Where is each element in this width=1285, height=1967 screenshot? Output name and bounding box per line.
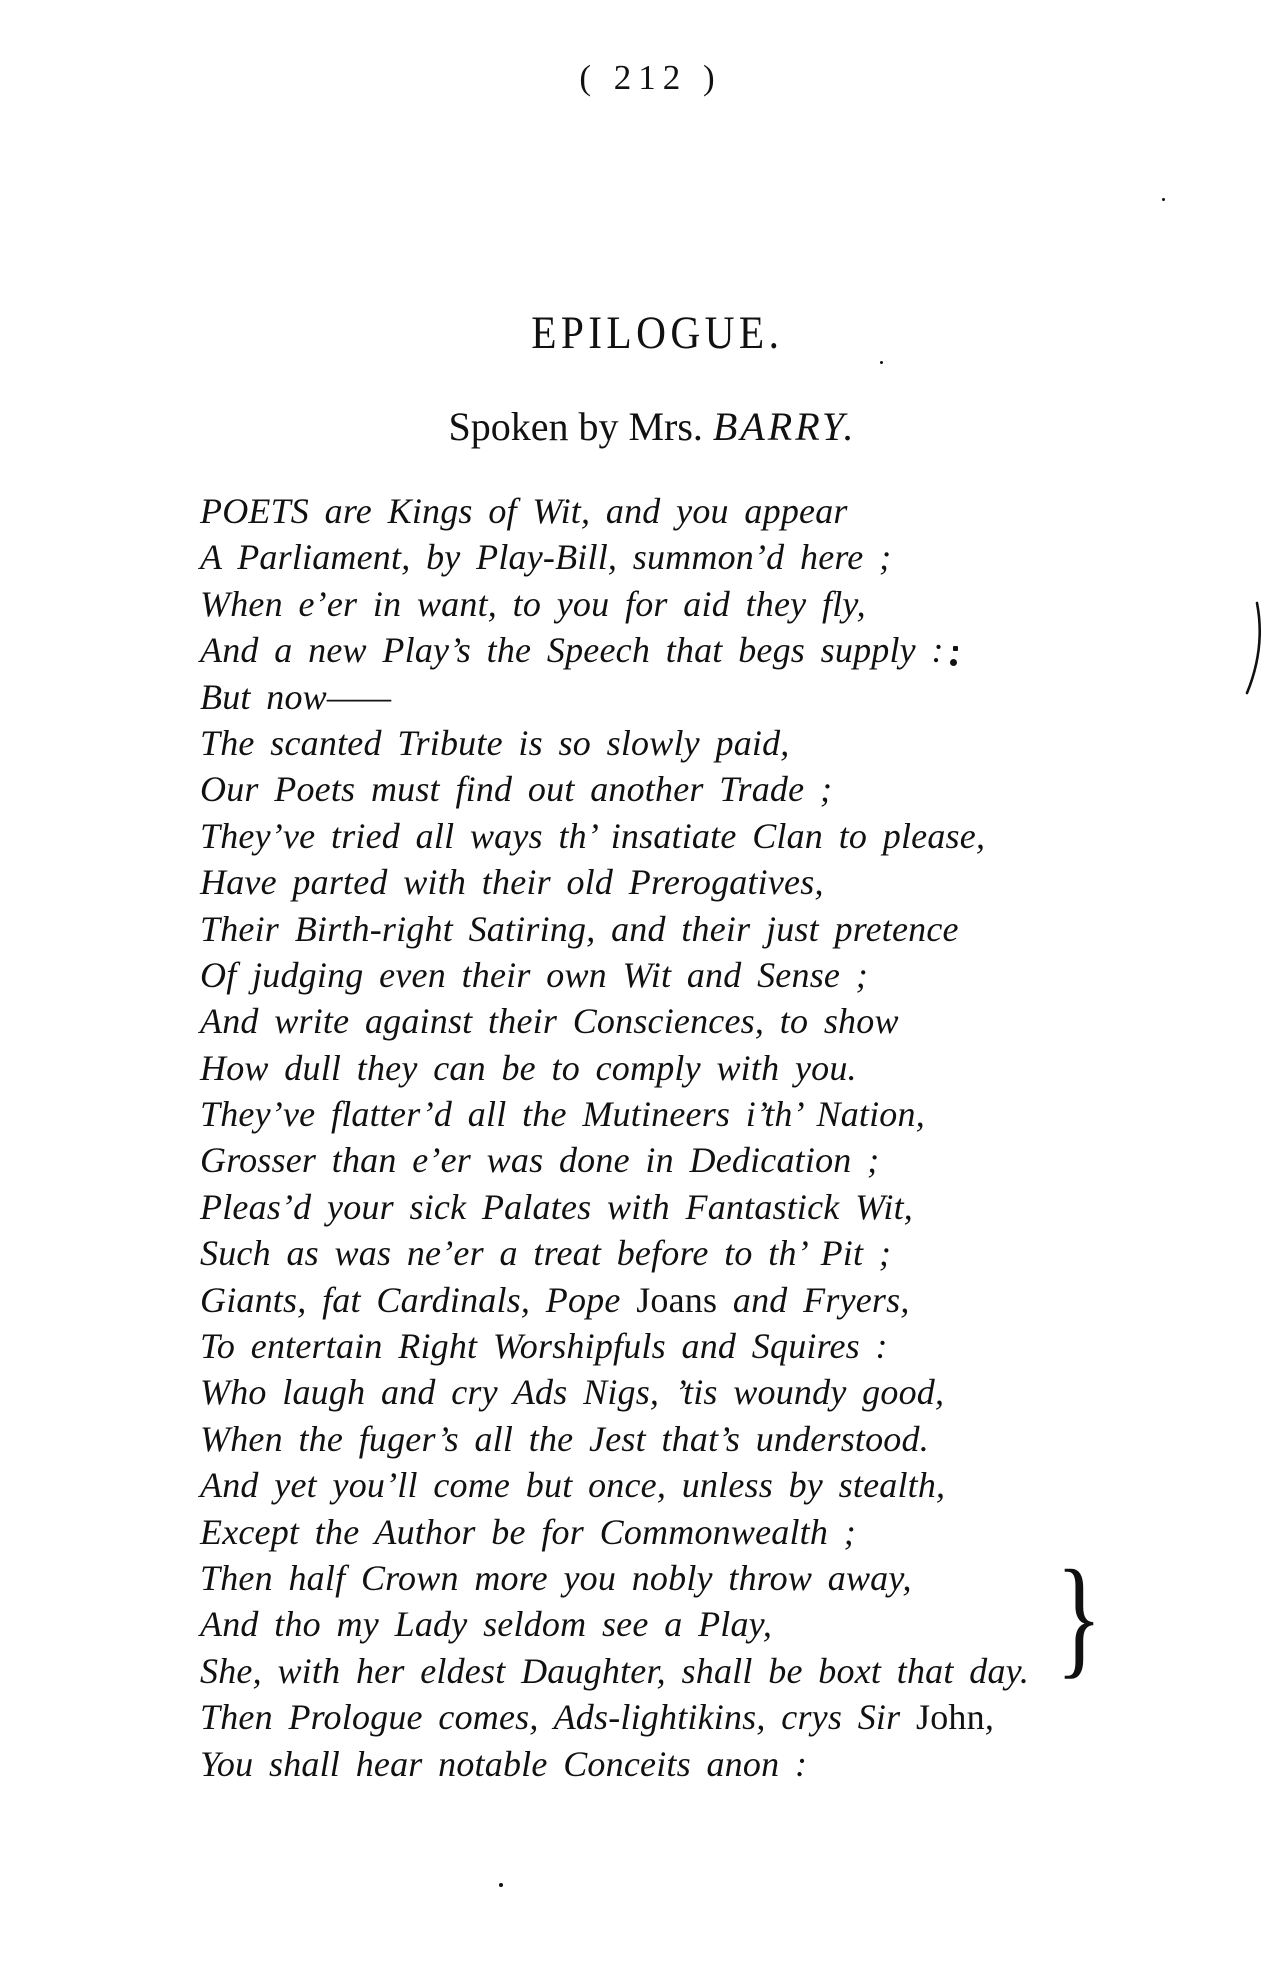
poem-line xyxy=(200,1648,1140,1694)
poem-line-segment: And yet you’ll come but once, unless by stealth, xyxy=(200,1465,946,1506)
poem-line-segment: She, with her eldest Daughter, shall be boxt that day. xyxy=(200,1650,1030,1691)
poem-line-segment: Have parted with their old Prerogatives, xyxy=(200,862,824,903)
poem-line xyxy=(200,1509,1140,1555)
ink-speck xyxy=(499,1883,503,1887)
ink-speck xyxy=(880,361,883,364)
poem-line-segment: Except the Author be for Commonwealth ; xyxy=(200,1511,856,1552)
poem-line xyxy=(200,1555,1140,1601)
poem-line xyxy=(200,581,1140,627)
poem-line-segment: Then half Crown more you nobly throw away, xyxy=(200,1557,912,1598)
poem-line-segment: And tho my Lady seldom see a Play, xyxy=(200,1604,773,1645)
poem-line-segment: They’ve flatter’d all the Mutineers i’th’ Nation, xyxy=(200,1094,925,1135)
page-title: EPILOGUE. xyxy=(531,307,784,359)
poem-line xyxy=(200,488,1140,534)
poem-line-segment: , xyxy=(984,1697,995,1738)
poem-line-segment: and Fryers, xyxy=(717,1279,910,1320)
poem-line xyxy=(200,1137,1140,1183)
poem-line-segment: You shall hear notable Conceits anon : xyxy=(200,1743,808,1784)
poem-line-segment: The scanted Tribute is so slowly paid, xyxy=(200,722,790,763)
poem-line-segment: And write against their Consciences, to show xyxy=(200,1001,899,1042)
ink-speck xyxy=(950,659,957,666)
poem-line xyxy=(200,1045,1140,1091)
poem-line xyxy=(200,998,1140,1044)
poem-line xyxy=(200,1091,1140,1137)
page-number: ( 212 ) xyxy=(579,58,722,97)
poem-line-segment: Who laugh and cry Ads Nigs, ’tis woundy good, xyxy=(200,1372,945,1413)
poem-line xyxy=(200,813,1140,859)
ink-speck xyxy=(953,646,958,651)
poem-line xyxy=(200,720,1140,766)
poem-line xyxy=(200,627,1140,673)
poem-line xyxy=(200,1462,1140,1508)
poem-line xyxy=(200,1184,1140,1230)
poem-line-segment: Our Poets must find out another Trade ; xyxy=(200,769,833,810)
poem xyxy=(200,488,1140,1787)
ink-speck xyxy=(1162,198,1165,201)
poem-line xyxy=(200,1416,1140,1462)
poem-line xyxy=(200,1230,1140,1276)
triplet-brace-mark: } xyxy=(1056,1542,1102,1690)
poem-line xyxy=(200,1369,1140,1415)
page-title-row xyxy=(15,306,1285,360)
poem-line-segment: Of judging even their own Wit and Sense ; xyxy=(200,954,868,995)
poem-line-segment: When e’er in want, to you for aid they fly, xyxy=(200,583,866,624)
poem-line-segment: Then Prologue comes, Ads-lightikins, crys Sir xyxy=(200,1697,917,1738)
subtitle-speaker-name: BARRY. xyxy=(712,404,857,449)
poem-line xyxy=(200,906,1140,952)
poem-line-segment: Grosser than e’er was done in Dedication ; xyxy=(200,1140,880,1181)
poem-line xyxy=(200,1601,1140,1647)
subtitle xyxy=(10,403,1285,450)
poem-line-segment: POETS are Kings of Wit, and you appear xyxy=(200,491,848,531)
poem-line-segment: They’ve tried all ways th’ insatiate Clan to please, xyxy=(200,815,986,856)
poem-line xyxy=(200,766,1140,812)
poem-line xyxy=(200,674,1140,720)
poem-line-segment: When the fuger’s all the Jest that’s understood. xyxy=(200,1418,929,1459)
poem-line xyxy=(200,1694,1140,1740)
poem-line-segment: John xyxy=(916,1697,985,1738)
poem-line xyxy=(200,859,1140,905)
poem-line-segment: A Parliament, by Play-Bill, summon’d here ; xyxy=(200,537,892,578)
poem-line-segment: And a new Play’s the Speech that begs supply : xyxy=(200,630,944,671)
subtitle-roman-text: Spoken by Mrs. xyxy=(448,404,713,449)
poem-line xyxy=(200,1277,1140,1323)
poem-line-segment: Such as was ne’er a treat before to th’ Pit ; xyxy=(200,1233,892,1274)
poem-line-segment: Giants, fat Cardinals, Pope xyxy=(200,1279,637,1320)
poem-line xyxy=(200,534,1140,580)
poem-line-segment: To entertain Right Worshipfuls and Squires : xyxy=(200,1326,888,1367)
poem-line-segment: Pleas’d your sick Palates with Fantastick Wit, xyxy=(200,1186,913,1227)
poem-line-segment: But now—— xyxy=(200,676,392,717)
poem-line-segment: Their Birth-right Satiring, and their just pretence xyxy=(200,908,959,949)
poem-line xyxy=(200,952,1140,998)
poem-line-segment: Joans xyxy=(636,1279,718,1320)
poem-line xyxy=(200,1323,1140,1369)
poem-line xyxy=(200,1741,1140,1787)
stray-curve-mark xyxy=(1240,601,1266,695)
poem-line-segment: How dull they can be to comply with you. xyxy=(200,1047,857,1088)
